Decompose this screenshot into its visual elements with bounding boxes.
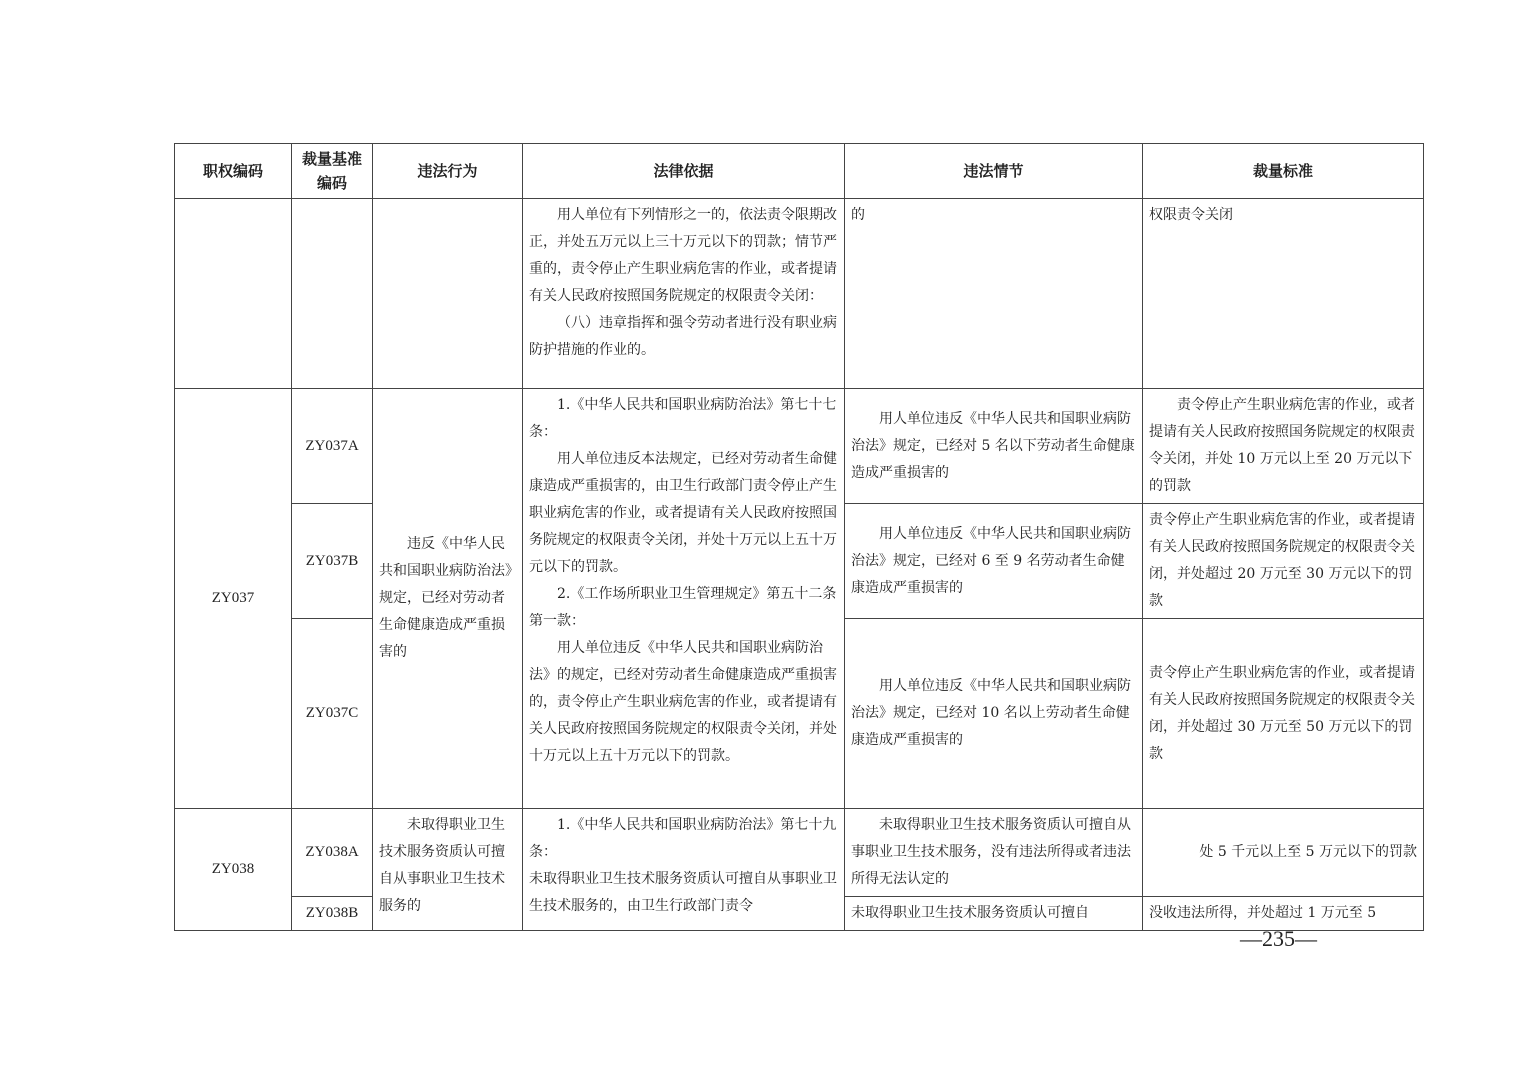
circumstance-cell: 用人单位违反《中华人民共和国职业病防治法》规定，已经对 6 至 9 名劳动者生命健康造成严重损害的 — [845, 504, 1143, 619]
legal-basis-cell: 1.《中华人民共和国职业病防治法》第七十七条： 用人单位违反本法规定，已经对劳动者生命健康造成严重损害的，由卫生行政部门责令停止产生职业病危害的作业，或者提请有关人民政府按照国务院规定的权限责令关闭，并处十万元以上五十万元以下的罚款。 2.《工作场所职业卫生管理规定》第五十二条第一款： 用人单位违反《中华人民共和国职业病防治法》的规定，已经对劳动者生命健康造成严重损害的，责令停止产生职业病危害的作业，或者提请有关人民政府按照国务院规定的权限责令关闭，并处十万元以上五十万元以下的罚款。 — [523, 389, 845, 809]
header-violation: 违法行为 — [373, 144, 523, 199]
violation-cell: 未取得职业卫生技术服务资质认可擅自从事职业卫生技术服务的 — [373, 809, 523, 931]
header-authority-code: 职权编码 — [175, 144, 292, 199]
benchmark-code: ZY038B — [292, 897, 373, 931]
circumstance-cell: 用人单位违反《中华人民共和国职业病防治法》规定，已经对 10 名以上劳动者生命健康造成严重损害的 — [845, 619, 1143, 809]
table-row — [175, 809, 1424, 897]
legal-basis-cell: 用人单位有下列情形之一的，依法责令限期改正，并处五万元以上三十万元以下的罚款；情节严重的，责令停止产生职业病危害的作业，或者提请有关人民政府按照国务院规定的权限责令关闭： （八）违章指挥和强令劳动者进行没有职业病防护措施的作业的。 — [523, 199, 845, 389]
table-row — [175, 199, 1424, 389]
header-legal-basis: 法律依据 — [523, 144, 845, 199]
page-number: —235— — [1240, 926, 1317, 951]
circumstance-cell: 未取得职业卫生技术服务资质认可擅自 — [845, 897, 1143, 931]
benchmark-code: ZY037A — [292, 389, 373, 504]
discretion-table — [174, 143, 1424, 931]
benchmark-code: ZY038A — [292, 809, 373, 897]
table-row — [175, 389, 1424, 504]
benchmark-code: ZY037C — [292, 619, 373, 809]
circumstance-cell: 未取得职业卫生技术服务资质认可擅自从事职业卫生技术服务，没有违法所得或者违法所得无法认定的 — [845, 809, 1143, 897]
standard-cell: 责令停止产生职业病危害的作业，或者提请有关人民政府按照国务院规定的权限责令关闭，并处 10 万元以上至 20 万元以下的罚款 — [1143, 389, 1424, 504]
header-circumstance: 违法情节 — [845, 144, 1143, 199]
authority-code: ZY037 — [175, 389, 292, 809]
standard-cell: 责令停止产生职业病危害的作业，或者提请有关人民政府按照国务院规定的权限责令关闭，并处超过 30 万元至 50 万元以下的罚款 — [1143, 619, 1424, 809]
standard-cell: 没收违法所得，并处超过 1 万元至 5 — [1143, 897, 1424, 931]
circumstance-cell: 的 — [845, 199, 1143, 389]
standard-cell: 权限责令关闭 — [1143, 199, 1424, 389]
standard-cell: 责令停止产生职业病危害的作业，或者提请有关人民政府按照国务院规定的权限责令关闭，并处超过 20 万元至 30 万元以下的罚款 — [1143, 504, 1424, 619]
header-row — [175, 144, 1424, 199]
violation-cell: 违反《中华人民共和国职业病防治法》规定，已经对劳动者生命健康造成严重损害的 — [373, 389, 523, 809]
benchmark-code: ZY037B — [292, 504, 373, 619]
circumstance-cell: 用人单位违反《中华人民共和国职业病防治法》规定，已经对 5 名以下劳动者生命健康造成严重损害的 — [845, 389, 1143, 504]
legal-basis-cell: 1.《中华人民共和国职业病防治法》第七十九条： 未取得职业卫生技术服务资质认可擅自从事职业卫生技术服务的，由卫生行政部门责令 — [523, 809, 845, 931]
standard-cell: 处 5 千元以上至 5 万元以下的罚款 — [1143, 809, 1424, 897]
header-standard: 裁量标准 — [1143, 144, 1424, 199]
header-benchmark-code: 裁量基准 编码 — [292, 144, 373, 199]
authority-code: ZY038 — [175, 809, 292, 931]
